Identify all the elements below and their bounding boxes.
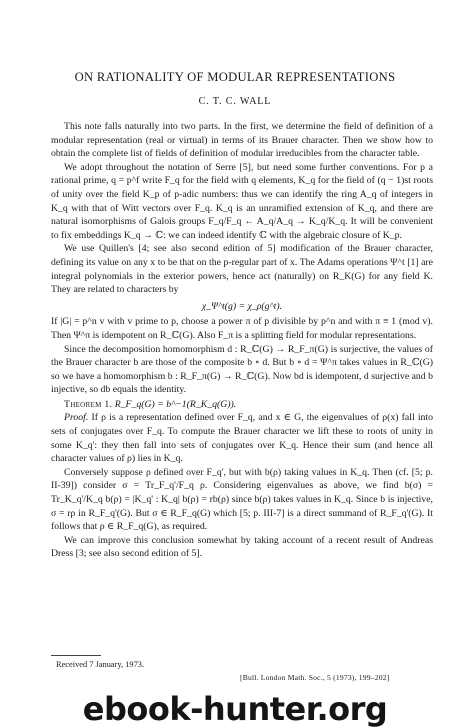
paper-body [51,120,433,561]
paragraph-intro: This note falls naturally into two parts. In the first, we determine the field of definition of a modular representation (real or virtual) in terms of its Brauer character. Then we show how to obtain the complete list of fields of definition of modular irreducibles from the character table. [51,121,433,160]
theorem-statement: R_F_q(G) = b^−1(R_K_q(G)). [114,398,237,410]
proof-text: If ρ is a representation defined over F_q, and x ∈ G, the eigenvalues of ρ(x) fall into sets of conjugates over F_q. To compute the Brauer character we lift these to roots of unity in some K_q': they then fall into sets of conjugates over K_q. Hence their sum (and hence all character values of ρ) lies in K_q. [51,412,433,465]
paragraph-quillen: We use Quillen's [4; see also second edition of 5] modification of the Brauer character, defining its value on any x to be that on the p-regular part of x. The Adams operations Ψ^t [1] are integral polynomials in the exterior powers, hence act (naturally) on R_K(G) for any field K. They are related to characters by [51,243,433,296]
watermark-logo: ebook-hunter.org [82,690,388,728]
paper-author: C. T. C. WALL [198,96,272,107]
paragraph-proof [51,411,433,465]
paragraph-dress: We can improve this conclusion somewhat by taking account of a recent result of Andreas Dress [3; see also second edition of 5]. [51,534,433,560]
proof-label: Proof. [64,412,89,424]
paragraph-notation: We adopt throughout the notation of Serre [5], but need some further conventions. For p a rational prime, q = p^f write F_q for the field with q elements, K_q for the field of (q − 1)st roots of unity over the field K_p of p-adic numbers: thus we can identify the ring A_q of integers in K_q with that of Witt vectors over F_q. K_q is an unramified extension of K_q, and there are natural isomorphisms of Galois groups F_q/F_q ← A_q/A_q → K_q/K_q. It will be convenient to fix embeddings K_q → ℂ: we can indeed identify ℂ with the algebraic closure of K_p. [51,161,433,241]
paragraph-idempotent: If |G| = p^n v with v prime to p, choose a power π of p divisible by p^n and with π ≡ 1 (mod v). Then Ψ^π is idempotent on R_ℂ(G). Also F_π is a splitting field for modular representations. [51,316,433,341]
footnote-rule [51,655,101,656]
theorem-1 [51,398,433,412]
paragraph-decomposition: Since the decomposition homomorphism d : R_ℂ(G) → R_F_π(G) is surjective, the values of the Brauer character b are those of the composite b ∘ d. But b ∘ d = Ψ^π takes values in R_ℂ(G) so we have a homomorphism b : R_F_π(G) → R_ℂ(G). Now bd is idempotent, d surjective and b injective, so db equals the identity. [51,343,433,396]
paper-title: ON RATIONALITY OF MODULAR REPRESENTATIONS [74,70,396,84]
theorem-label: Theorem 1. [64,398,113,410]
journal-citation: [Bull. London Math. Soc., 5 (1973), 199–202] [240,673,390,682]
received-date: Received 7 January, 1973. [56,660,145,669]
paragraph-converse: Conversely suppose ρ defined over F_q', but with b(ρ) taking values in K_q. Then (cf. [5; p. II-39]) consider σ = Tr_F_q'/F_q ρ. Considering eigenvalues as above, we find b(σ) = Tr_K_q'/K_q b(ρ) = |K_q' : K_q| b(ρ) = rb(ρ) since b(ρ) takes values in K_q. Since b is injective, σ = rρ in R_F_q'(G). But σ ∈ R_F_q(G) which [5; p. III-7] is a direct summand of R_F_q'(G). It follows that ρ ∈ R_F_q(G), as required. [51,466,433,533]
equation-adams: χ_Ψ^t(g) = χ_ρ(g^t). [201,300,283,312]
